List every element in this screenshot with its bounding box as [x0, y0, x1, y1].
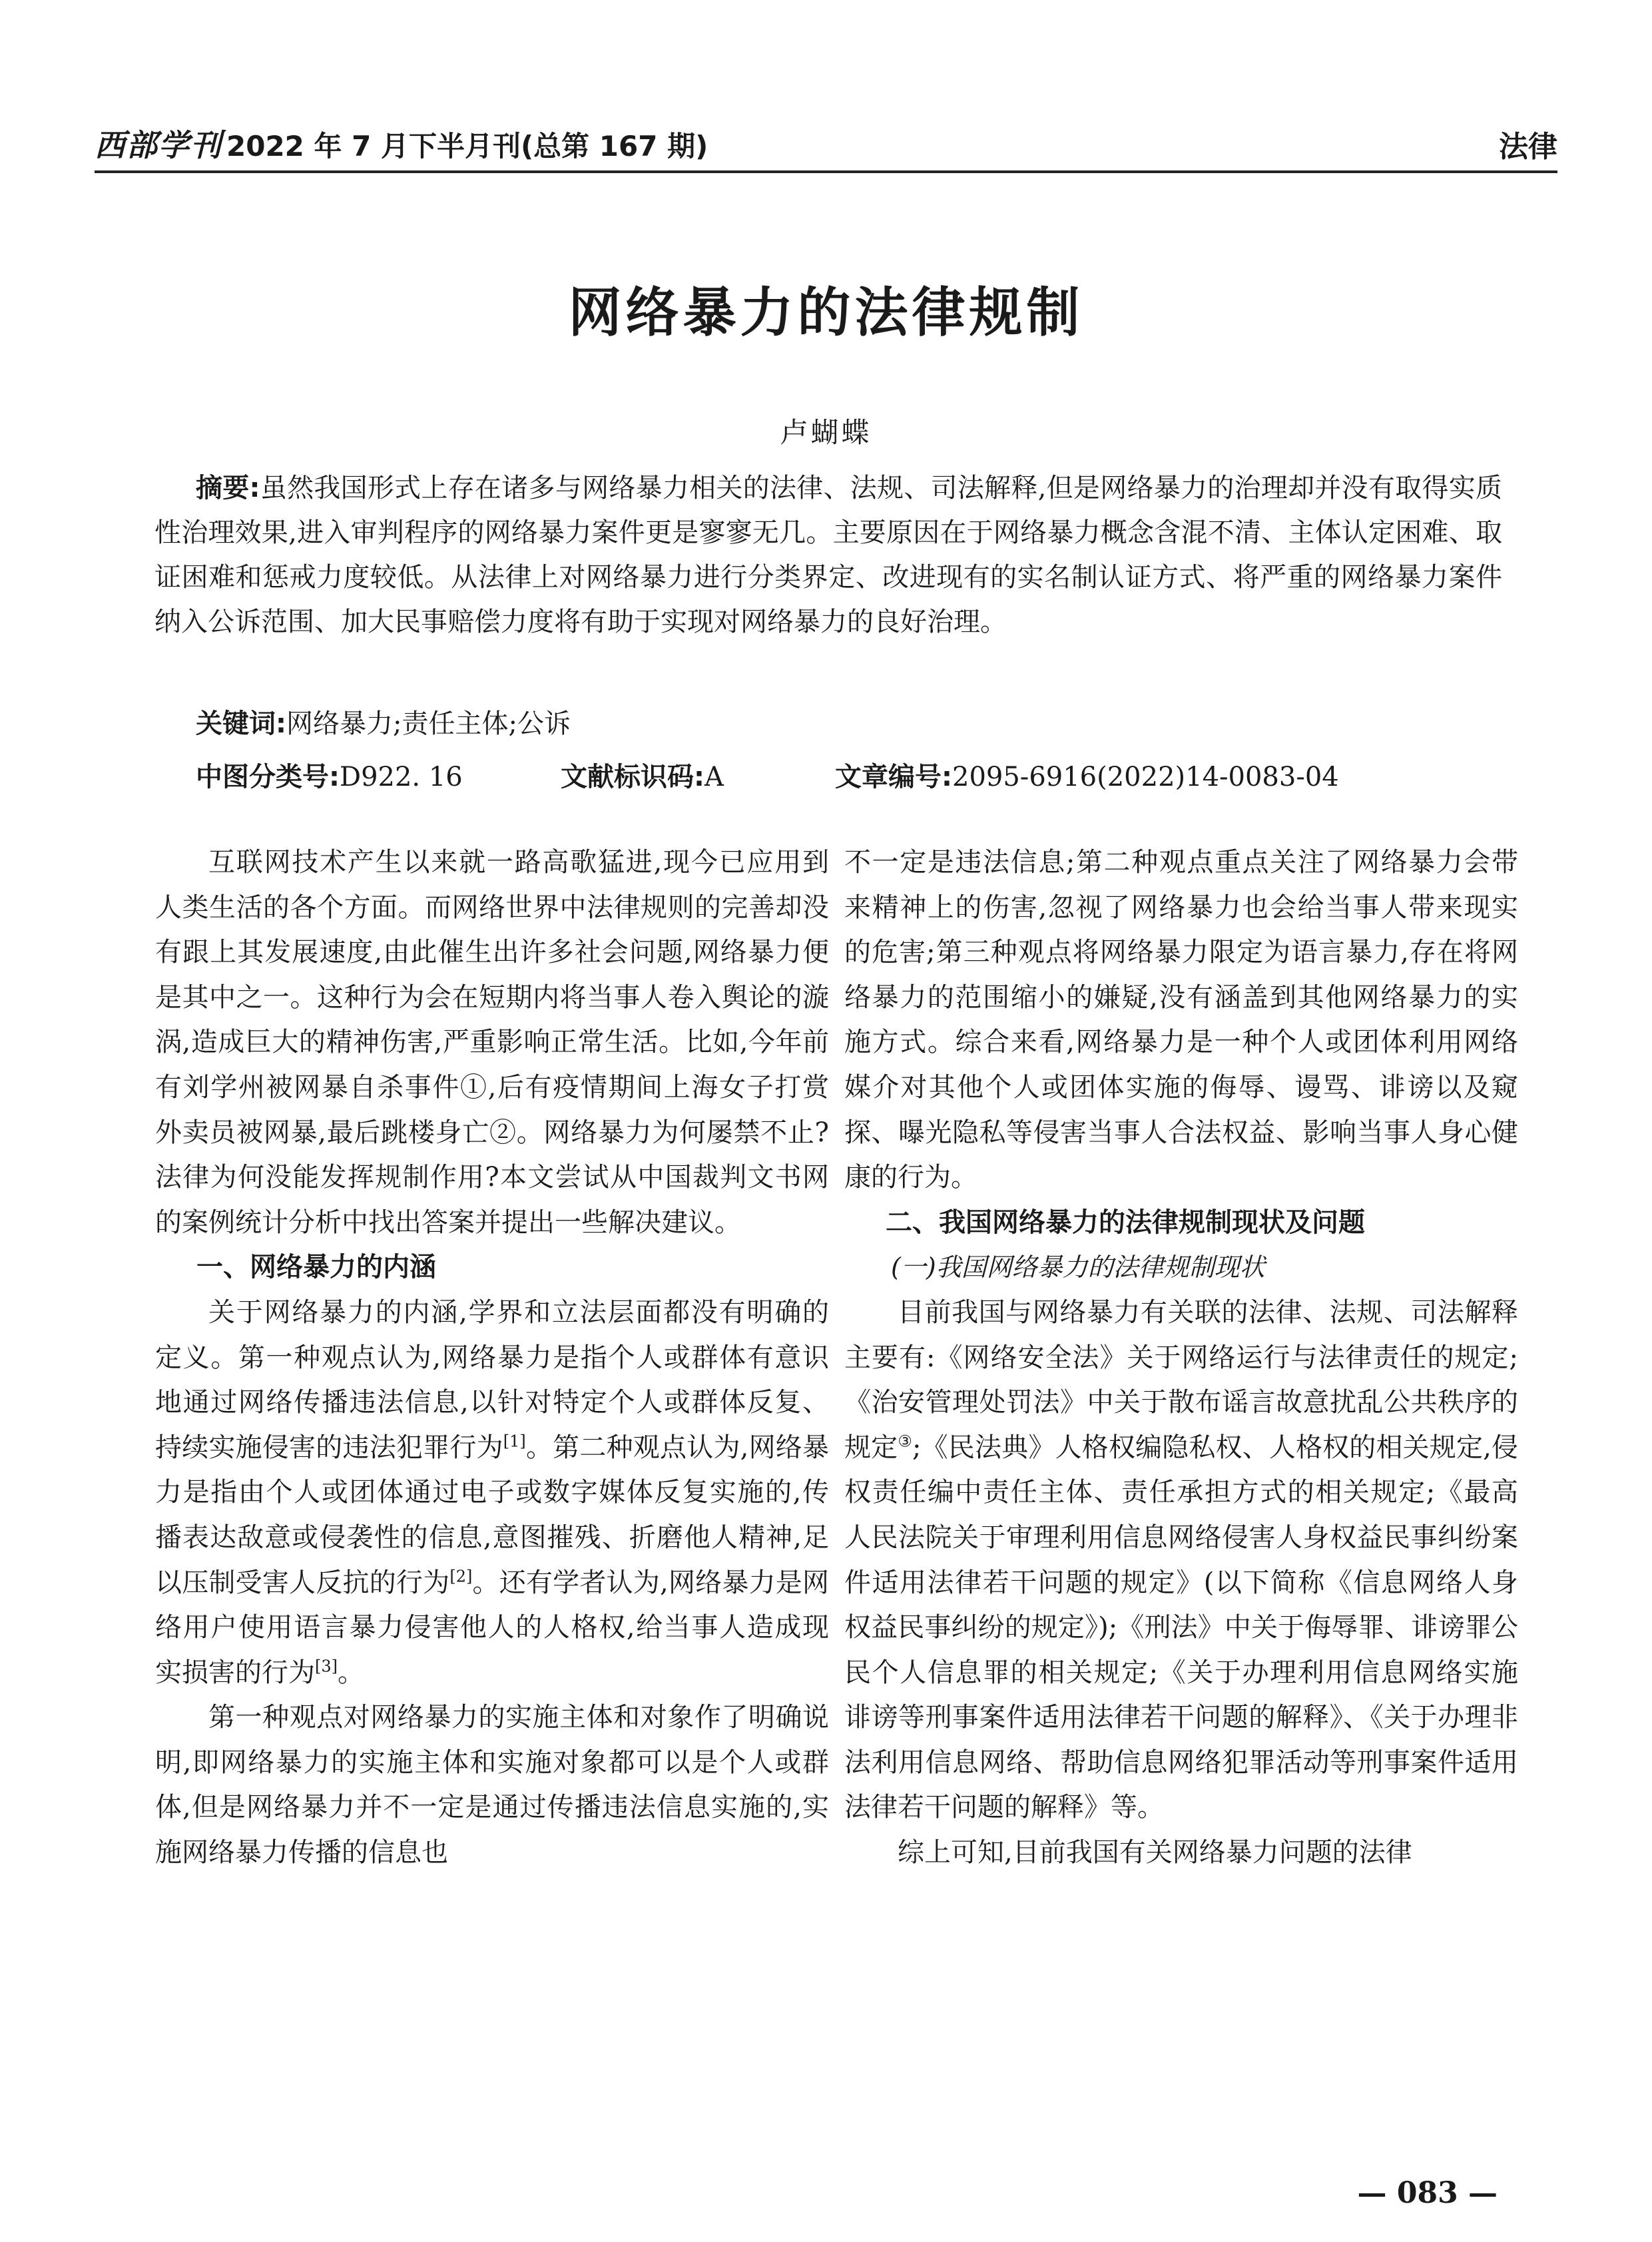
clc-label: 中图分类号: [196, 762, 340, 792]
citation-ref: [2] [449, 1567, 473, 1586]
citation-ref: [1] [503, 1432, 526, 1451]
page-number: — 083 — [1357, 2176, 1498, 2210]
body-paragraph [155, 1290, 829, 1695]
running-header [95, 112, 1557, 173]
article-no-label: 文章编号: [835, 762, 952, 792]
doc-code-label: 文献标识码: [561, 762, 704, 792]
keywords-text: 网络暴力;责任主体;公诉 [286, 708, 571, 739]
paragraph-text: 目前我国与网络暴力有关联的法律、法规、司法解释主要有:《网络安全法》关于网络运行与法律责任的规定;《治安管理处罚法》中关于散布谣言故意扰乱公共秩序的规定 [844, 1296, 1518, 1463]
issue-info: 2022 年 7 月下半月刊(总第 167 期) [226, 130, 708, 162]
paragraph-text: 。 [338, 1657, 364, 1688]
section-heading: 二、我国网络暴力的法律规制现状及问题 [886, 1207, 1365, 1238]
body-paragraph: 综上可知,目前我国有关网络暴力问题的法律 [898, 1837, 1412, 1868]
doc-code-field [561, 756, 835, 794]
journal-logo: 西部学刊 [95, 127, 222, 163]
abstract-text: 虽然我国形式上存在诸多与网络暴力相关的法律、法规、司法解释,但是网络暴力的治理却并没有取得实质性治理效果,进入审判程序的网络暴力案件更是寥寥无几。主要原因在于网络暴力概念含混不清、主体认定困难、取证困难和惩戒力度较低。从法律上对网络暴力进行分类界定、改进现有的实名制认证方式、将严重的网络暴力案件纳入公诉范围、加大民事赔偿力度将有助于实现对网络暴力的良好治理。 [154, 473, 1502, 637]
article-author: 卢蝴蝶 [780, 416, 872, 449]
subsection-heading: (一)我国网络暴力的法律规制现状 [891, 1253, 1265, 1282]
body-column-right [844, 840, 1518, 1876]
body-paragraph [844, 1290, 1518, 1830]
clc-value: D922. 16 [340, 762, 463, 792]
citation-ref: [3] [315, 1657, 338, 1676]
paragraph-text: ;《民法典》人格权编隐私权、人格权的相关规定,侵权责任编中责任主体、责任承担方式的相关规定;《最高人民法院关于审理利用信息网络侵害人身权益民事纠纷案件适用法律若干问题的规定》(以下简称《信息网络人身权益民事纠纷的规定》);《刑法》中关于侮辱罪、诽谤罪公民个人信息罪的相关规定;《关于办理利用信息网络实施诽谤等刑事案件适用法律若干问题的解释》、《关于办理非法利用信息网络、帮助信息网络犯罪活动等刑事案件适用法律若干问题的解释》等。 [844, 1432, 1519, 1823]
doc-code-value: A [704, 762, 724, 792]
article-title: 网络暴力的法律规制 [568, 282, 1084, 344]
header-left [95, 121, 708, 165]
abstract-label: 摘要: [196, 473, 260, 503]
article-no-field [835, 756, 1339, 794]
article-no-value: 2095-6916(2022)14-0083-04 [952, 762, 1339, 792]
clc-field [196, 756, 561, 794]
section-name: 法律 [1499, 130, 1557, 164]
body-paragraph: 不一定是违法信息;第二种观点重点关注了网络暴力会带来精神上的伤害,忽视了网络暴力也会给当事人带来现实的危害;第三种观点将网络暴力限定为语言暴力,存在将网络暴力的范围缩小的嫌疑,没有涵盖到其他网络暴力的实施方式。综合来看,网络暴力是一种个人或团体利用网络媒介对其他个人或团体实施的侮辱、谩骂、诽谤以及窥探、曝光隐私等侵害当事人合法权益、影响当事人身心健康的行为。 [844, 847, 1518, 1193]
footnote-ref: ③ [898, 1432, 913, 1451]
paragraph-text: 。第二种观点认为,网络暴力是指由个人或团体通过电子或数字媒体反复实施的,传播表达敌意或侵袭性的信息,意图摧残、折磨他人精神,足以压制受害人反抗的行为 [155, 1432, 829, 1598]
article-meta [196, 756, 1527, 794]
paragraph-text: 关于网络暴力的内涵,学界和立法层面都没有明确的定义。第一种观点认为,网络暴力是指个人或群体有意识地通过网络传播违法信息,以针对特定个人或群体反复、持续实施侵害的违法犯罪行为 [155, 1296, 829, 1463]
body-paragraph: 互联网技术产生以来就一路高歌猛进,现今已应用到人类生活的各个方面。而网络世界中法律规则的完善却没有跟上其发展速度,由此催生出许多社会问题,网络暴力便是其中之一。这种行为会在短期内将当事人卷入舆论的漩涡,造成巨大的精神伤害,严重影响正常生活。比如,今年前有刘学州被网暴自杀事件①,后有疫情期间上海女子打赏外卖员被网暴,最后跳楼身亡②。网络暴力为何屡禁不止?法律为何没能发挥规制作用?本文尝试从中国裁判文书网的案例统计分析中找出答案并提出一些解决建议。 [155, 847, 829, 1238]
section-heading: 一、网络暴力的内涵 [196, 1252, 436, 1283]
paragraph-text: 。还有学者认为,网络暴力是网络用户使用语言暴力侵害他人的人格权,给当事人造成现实损害的行为 [155, 1567, 830, 1688]
keywords-label: 关键词: [196, 708, 286, 739]
body-paragraph: 第一种观点对网络暴力的实施主体和对象作了明确说明,即网络暴力的实施主体和实施对象都可以是个人或群体,但是网络暴力并不一定是通过传播违法信息实施的,实施网络暴力传播的信息也 [155, 1702, 829, 1868]
keywords [196, 702, 571, 740]
abstract [154, 466, 1502, 645]
body-column-left [155, 840, 829, 1876]
